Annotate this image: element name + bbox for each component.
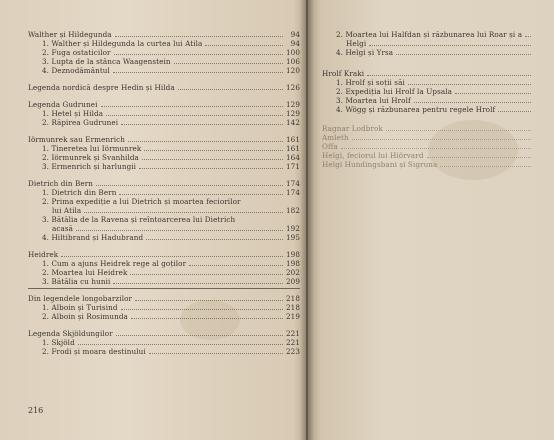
toc-entry-page: 142 bbox=[285, 118, 300, 127]
dot-leader bbox=[178, 84, 283, 90]
dot-leader bbox=[121, 119, 283, 125]
dot-leader bbox=[96, 180, 283, 186]
toc-entry bbox=[336, 105, 534, 114]
dot-leader bbox=[408, 79, 531, 85]
toc-entry bbox=[42, 188, 300, 197]
toc-entry-faded bbox=[322, 124, 534, 133]
toc-entry-continued-page: 182 bbox=[285, 206, 300, 215]
right-page bbox=[308, 0, 554, 440]
toc-entry bbox=[42, 303, 300, 312]
toc-entry-label: 1. Walther și Hildegunda la curtea lui Atila bbox=[42, 39, 203, 48]
toc-entry-page: 195 bbox=[285, 233, 300, 242]
dot-leader bbox=[352, 134, 531, 140]
toc-entry-label: 2. Expediția lui Hrolf la Upsala bbox=[336, 87, 453, 96]
dot-leader bbox=[139, 163, 283, 169]
toc-section-title bbox=[28, 250, 300, 259]
toc-entry-label: 1. Hrolf și soții săi bbox=[336, 78, 405, 87]
toc-section-title-label: Hrolf Kraki bbox=[322, 69, 365, 78]
dot-leader bbox=[113, 67, 283, 73]
toc-entry bbox=[42, 277, 300, 286]
toc-entry-page: 202 bbox=[285, 268, 300, 277]
toc-entry-faded-label: Amleth bbox=[322, 133, 349, 142]
toc-section-title bbox=[28, 179, 300, 188]
toc-section-title-page: 221 bbox=[285, 329, 300, 338]
dot-leader bbox=[525, 31, 531, 37]
dot-leader bbox=[142, 154, 283, 160]
toc-entry-label: 2. Moartea lui Halfdan și răzbunarea lui Roar și a bbox=[336, 30, 523, 39]
toc-entry-faded-label: Helgi, feciorul lui Hiörvard bbox=[322, 151, 424, 160]
dot-leader bbox=[427, 152, 531, 158]
toc-entry-label: 4. Wögg și răzbunarea pentru regele Hrolf bbox=[336, 105, 496, 114]
toc-section-title bbox=[28, 135, 300, 144]
toc-section-title-label: Dietrich din Bern bbox=[28, 179, 93, 188]
dot-leader bbox=[121, 304, 283, 310]
toc-entry-label: 4. Helgi și Yrsa bbox=[336, 48, 394, 57]
toc-entry bbox=[42, 268, 300, 277]
toc-entry bbox=[42, 118, 300, 127]
toc-section-title bbox=[28, 329, 300, 338]
toc-entry bbox=[336, 78, 534, 87]
section-rule bbox=[28, 288, 300, 289]
toc-entry bbox=[42, 57, 300, 66]
dot-leader bbox=[119, 189, 283, 195]
toc-section-title-label: Heidrek bbox=[28, 250, 59, 259]
toc-entry bbox=[42, 338, 300, 347]
toc-entry-continued bbox=[52, 206, 300, 215]
dot-leader bbox=[116, 330, 283, 336]
toc-section-title-page: 94 bbox=[290, 30, 300, 39]
toc-entry-label: 2. Alboin și Rosimunda bbox=[42, 312, 128, 321]
toc-entry bbox=[336, 87, 534, 96]
toc-entry-page: 218 bbox=[285, 303, 300, 312]
toc-section-title-page: 198 bbox=[285, 250, 300, 259]
toc-entry-page: 174 bbox=[285, 188, 300, 197]
toc-entry bbox=[42, 109, 300, 118]
toc-section-title-label: Din legendele longobarzilor bbox=[28, 294, 133, 303]
dot-leader bbox=[131, 313, 283, 319]
toc-entry-label: 2. Frodi și moara destinului bbox=[42, 347, 146, 356]
toc-section-title-label: Iörmunrek sau Ermenrich bbox=[28, 135, 125, 144]
toc-entry-label: 3. Moartea lui Hrolf bbox=[336, 96, 411, 105]
dot-leader bbox=[144, 145, 283, 151]
toc-entry-label: 1. Cum a ajuns Heidrek rege al goților bbox=[42, 259, 187, 268]
toc-entry-label: 4. Hiltibrand și Hadubrand bbox=[42, 233, 144, 242]
toc-entry bbox=[42, 66, 300, 75]
dot-leader bbox=[367, 70, 531, 76]
toc-entry-page: 94 bbox=[290, 39, 300, 48]
dot-leader bbox=[84, 207, 283, 213]
book-gutter bbox=[300, 0, 314, 440]
dot-leader bbox=[386, 125, 531, 131]
toc-entry bbox=[336, 48, 534, 57]
toc-entry bbox=[42, 48, 300, 57]
dot-leader bbox=[440, 161, 531, 167]
toc-section-title-page: 218 bbox=[285, 294, 300, 303]
dot-leader bbox=[76, 225, 283, 231]
dot-leader bbox=[115, 31, 283, 37]
toc-entry-page: 120 bbox=[285, 66, 300, 75]
toc-entry-faded bbox=[322, 160, 534, 169]
toc-section-title bbox=[28, 30, 300, 39]
dot-leader bbox=[128, 136, 283, 142]
toc-entry-faded-label: Ragnar Lodbrok bbox=[322, 124, 383, 133]
dot-leader bbox=[114, 49, 283, 55]
toc-entry-page: 171 bbox=[285, 162, 300, 171]
toc-section-title-label: Legenda Skjöldungilor bbox=[28, 329, 113, 338]
toc-entry-label: 1. Hetel și Hilda bbox=[42, 109, 104, 118]
toc-entry-page: 129 bbox=[285, 109, 300, 118]
toc-entry bbox=[42, 347, 300, 356]
toc-entry-faded-label: Helgi Hundingsbani și Sigruna bbox=[322, 160, 438, 169]
toc-entry-label: 2. Prima expediție a lui Dietrich și moartea feciorilor bbox=[42, 197, 241, 206]
dot-leader bbox=[396, 49, 531, 55]
toc-entry-faded-label: Offa bbox=[322, 142, 338, 151]
toc-entry-label: 1. Alboin și Turisind bbox=[42, 303, 118, 312]
toc-entry bbox=[42, 312, 300, 321]
toc-entry-continued-label: acasă bbox=[52, 224, 74, 233]
toc-entry-label: Helgi bbox=[346, 39, 367, 48]
toc-entry bbox=[42, 233, 300, 242]
toc-entry-page: 100 bbox=[285, 48, 300, 57]
toc-entry-page: 198 bbox=[285, 259, 300, 268]
toc-section-title bbox=[322, 69, 534, 78]
toc-section-title bbox=[28, 100, 300, 109]
toc-entry-page: 164 bbox=[285, 153, 300, 162]
dot-leader bbox=[106, 110, 283, 116]
page-number: 216 bbox=[28, 406, 44, 415]
dot-leader bbox=[189, 260, 283, 266]
toc-entry-page: 209 bbox=[285, 277, 300, 286]
toc-entry-label: 1. Skjöld bbox=[42, 338, 75, 347]
toc-entry-faded bbox=[322, 133, 534, 142]
toc-entry-label: 2. Fuga ostaticilor bbox=[42, 48, 111, 57]
toc-entry-label: 3. Ermenrich și harlungii bbox=[42, 162, 137, 171]
toc-entry-label: 3. Bătălia de la Ravena și reîntoarcerea lui Dietrich bbox=[42, 215, 236, 224]
toc-entry bbox=[42, 197, 300, 206]
toc-entry bbox=[42, 162, 300, 171]
dot-leader bbox=[174, 58, 283, 64]
toc-entry-continued-page: 192 bbox=[285, 224, 300, 233]
dot-leader bbox=[205, 40, 283, 46]
toc-section-title-label: Legenda Gudrunei bbox=[28, 100, 98, 109]
toc-entry-faded bbox=[322, 142, 534, 151]
toc-entry-label: 2. Moartea lui Heidrek bbox=[42, 268, 128, 277]
toc-entry bbox=[42, 259, 300, 268]
toc-entry-page: 106 bbox=[285, 57, 300, 66]
dot-leader bbox=[78, 339, 283, 345]
dot-leader bbox=[146, 234, 283, 240]
dot-leader bbox=[498, 106, 531, 112]
toc-entry bbox=[346, 39, 534, 48]
dot-leader bbox=[101, 101, 283, 107]
dot-leader bbox=[455, 88, 531, 94]
toc-entry bbox=[42, 215, 300, 224]
dot-leader bbox=[149, 348, 283, 354]
toc-entry-continued bbox=[52, 224, 300, 233]
toc-entry bbox=[42, 153, 300, 162]
toc-section-title-page: 129 bbox=[285, 100, 300, 109]
toc-entry-page: 223 bbox=[285, 347, 300, 356]
toc-entry bbox=[336, 30, 534, 39]
dot-leader bbox=[61, 251, 283, 257]
toc-section-title bbox=[28, 83, 300, 92]
toc-entry bbox=[42, 144, 300, 153]
dot-leader bbox=[135, 295, 283, 301]
toc-entry-label: 2. Iörmunrek și Svanhilda bbox=[42, 153, 139, 162]
dot-leader bbox=[369, 40, 531, 46]
toc-entry-label: 3. Lupta de la stânca Waagenstein bbox=[42, 57, 171, 66]
dot-leader bbox=[113, 278, 283, 284]
dot-leader bbox=[130, 269, 283, 275]
dot-leader bbox=[341, 143, 531, 149]
toc-entry-continued-label: lui Atila bbox=[52, 206, 82, 215]
toc-section-title-page: 174 bbox=[285, 179, 300, 188]
toc-entry-label: 1. Tineretea lui Iörmunrek bbox=[42, 144, 142, 153]
toc-entry-page: 221 bbox=[285, 338, 300, 347]
toc-section-title bbox=[28, 294, 300, 303]
toc-entry-label: 1. Dietrich din Bern bbox=[42, 188, 117, 197]
toc-entry-label: 4. Deznodământul bbox=[42, 66, 110, 75]
toc-entry-faded bbox=[322, 151, 534, 160]
toc-entry-label: 3. Bătălia cu hunii bbox=[42, 277, 111, 286]
toc-entry bbox=[42, 39, 300, 48]
toc-section-title-page: 126 bbox=[285, 83, 300, 92]
toc-entry bbox=[336, 96, 534, 105]
toc-section-title-page: 161 bbox=[285, 135, 300, 144]
toc-entry-page: 219 bbox=[285, 312, 300, 321]
dot-leader bbox=[414, 97, 531, 103]
toc-section-title-label: Walther și Hildegunda bbox=[28, 30, 112, 39]
toc-section-title-label: Legenda nordică despre Hedin și Hilda bbox=[28, 83, 175, 92]
toc-entry-page: 161 bbox=[285, 144, 300, 153]
toc-entry-label: 2. Răpirea Gudrunei bbox=[42, 118, 119, 127]
